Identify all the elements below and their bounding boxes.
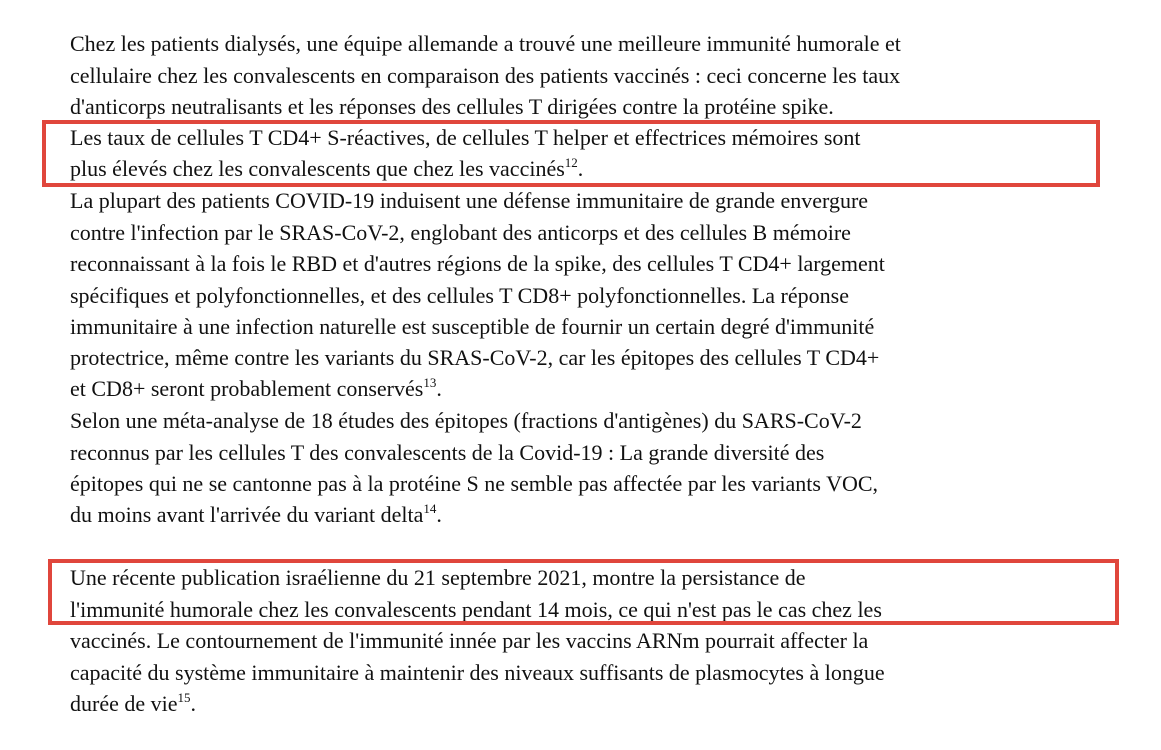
paragraph-5-line-1: Une récente publication israélienne du 21 septembre 2021, montre la persistance de xyxy=(70,565,806,590)
period: . xyxy=(190,691,196,716)
period: . xyxy=(436,502,442,527)
paragraph-3-line-6: protectrice, même contre les variants du SRAS-CoV-2, car les épitopes des cellules T CD4+ xyxy=(70,345,880,370)
paragraph-1-line-3: d'anticorps neutralisants et les réponses des cellules T dirigées contre la protéine spike. xyxy=(70,94,834,119)
paragraph-3-line-7 xyxy=(70,376,442,402)
paragraph-5-line-4: capacité du système immunitaire à maintenir des niveaux suffisants de plasmocytes à longue xyxy=(70,660,885,685)
paragraph-2-line-2-text: plus élevés chez les convalescents que chez les vaccinés xyxy=(70,156,565,181)
paragraph-5-line-3: vaccinés. Le contournement de l'immunité innée par les vaccins ARNm pourrait affecter la xyxy=(70,628,869,653)
paragraph-4-line-4-text: du moins avant l'arrivée du variant delta xyxy=(70,502,424,527)
period: . xyxy=(436,376,442,401)
paragraph-3-line-3: reconnaissant à la fois le RBD et d'autres régions de la spike, des cellules T CD4+ largement xyxy=(70,251,885,276)
paragraph-3-line-4: spécifiques et polyfonctionnelles, et des cellules T CD8+ polyfonctionnelles. La réponse xyxy=(70,283,849,308)
paragraph-5-line-2: l'immunité humorale chez les convalescents pendant 14 mois, ce qui n'est pas le cas chez les xyxy=(70,597,882,622)
paragraph-5-line-5-text: durée de vie xyxy=(70,691,178,716)
paragraph-2-line-1: Les taux de cellules T CD4+ S-réactives, de cellules T helper et effectrices mémoires sont xyxy=(70,125,861,150)
paragraph-5-line-5 xyxy=(70,691,196,717)
paragraph-4-line-3: épitopes qui ne se cantonne pas à la protéine S ne semble pas affectée par les variants VOC, xyxy=(70,471,879,496)
footnote-ref-12: 12 xyxy=(564,155,578,170)
paragraph-2-line-2 xyxy=(70,156,583,182)
paragraph-4-line-1: Selon une méta-analyse de 18 études des épitopes (fractions d'antigènes) du SARS-CoV-2 xyxy=(70,408,862,433)
paragraph-4-line-2: reconnus par les cellules T des convalescents de la Covid-19 : La grande diversité des xyxy=(70,440,825,465)
paragraph-1-line-2: cellulaire chez les convalescents en comparaison des patients vaccinés : ceci concerne les taux xyxy=(70,63,901,88)
paragraph-3-line-2: contre l'infection par le SRAS-CoV-2, englobant des anticorps et des cellules B mémoire xyxy=(70,220,851,245)
period: . xyxy=(577,156,584,181)
paragraph-3-line-5: immunitaire à une infection naturelle est susceptible de fournir un certain degré d'immunité xyxy=(70,314,875,339)
footnote-ref-14: 14 xyxy=(423,501,437,516)
paragraph-3-line-1: La plupart des patients COVID-19 induisent une défense immunitaire de grande envergure xyxy=(70,188,869,213)
paragraph-3-line-7-text: et CD8+ seront probablement conservés xyxy=(70,376,424,401)
paragraph-1-line-1: Chez les patients dialysés, une équipe allemande a trouvé une meilleure immunité humorale et xyxy=(70,31,901,56)
footnote-ref-15: 15 xyxy=(177,690,191,705)
footnote-ref-13: 13 xyxy=(423,375,437,390)
paragraph-4-line-4 xyxy=(70,502,442,528)
